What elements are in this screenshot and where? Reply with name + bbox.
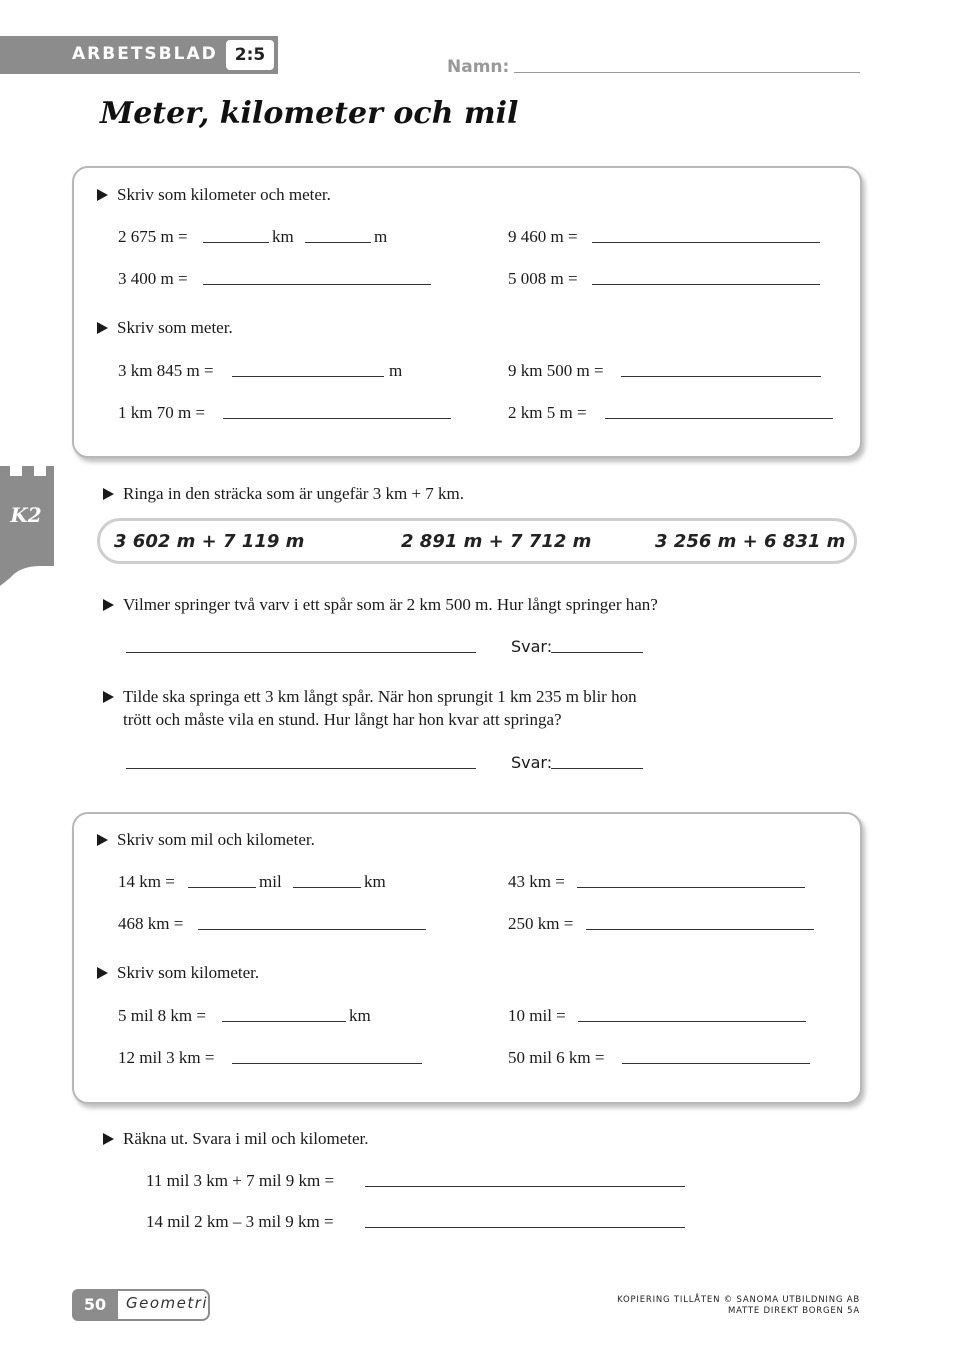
answer-line[interactable] <box>365 1186 685 1187</box>
arrow-icon <box>103 488 114 500</box>
answer-line[interactable] <box>203 242 269 243</box>
exercise-prompt: 11 mil 3 km + 7 mil 9 km = <box>146 1171 335 1190</box>
calculation-line[interactable] <box>126 652 476 653</box>
exercise-prompt: 43 km = <box>508 872 565 891</box>
copyright-line: KOPIERING TILLÅTEN © SANOMA UTBILDNING AB <box>617 1295 860 1305</box>
instruction: Vilmer springer två varv i ett spår som är 2 km 500 m. Hur långt springer han? <box>103 595 658 615</box>
exercise-prompt: 2 km 5 m = <box>508 403 587 422</box>
option-1[interactable]: 3 602 m + 7 119 m <box>114 531 305 552</box>
arrow-icon <box>103 599 114 611</box>
arrow-icon <box>97 189 108 201</box>
exercise-prompt: 9 km 500 m = <box>508 361 604 380</box>
castle-tab-icon <box>0 466 54 586</box>
exercise-prompt: 5 008 m = <box>508 269 578 288</box>
exercise-prompt: 250 km = <box>508 914 574 933</box>
answer-line[interactable] <box>551 652 643 653</box>
answer-line[interactable] <box>198 929 426 930</box>
side-tab-label: K2 <box>10 503 42 527</box>
page-number: 50 <box>72 1289 118 1321</box>
answer-line[interactable] <box>203 284 431 285</box>
exercise-prompt: 14 km = <box>118 872 175 891</box>
instruction: Skriv som kilometer. <box>97 963 259 983</box>
name-line[interactable] <box>514 72 860 73</box>
arrow-icon <box>97 967 108 979</box>
answer-line[interactable] <box>365 1227 685 1228</box>
exercise-prompt: 14 mil 2 km – 3 mil 9 km = <box>146 1212 334 1231</box>
instruction: Skriv som kilometer och meter. <box>97 185 331 205</box>
name-label: Namn: <box>447 57 510 77</box>
answer-line[interactable] <box>232 376 384 377</box>
exercise-prompt: 50 mil 6 km = <box>508 1048 605 1067</box>
answer-line[interactable] <box>621 376 821 377</box>
answer-line[interactable] <box>592 242 820 243</box>
exercise-prompt: 1 km 70 m = <box>118 403 206 422</box>
option-3[interactable]: 3 256 m + 6 831 m <box>655 531 846 552</box>
exercise-prompt: 2 675 m = <box>118 227 188 246</box>
instruction: Skriv som mil och kilometer. <box>97 830 315 850</box>
worksheet-number: 2:5 <box>224 38 276 72</box>
page-title: Meter, kilometer och mil <box>100 96 519 131</box>
exercise-prompt: 3 km 845 m = <box>118 361 214 380</box>
answer-line[interactable] <box>551 768 643 769</box>
unit-label: km <box>364 872 386 891</box>
exercise-prompt: 9 460 m = <box>508 227 578 246</box>
answer-line[interactable] <box>577 887 805 888</box>
exercise-prompt: 10 mil = <box>508 1006 566 1025</box>
unit-label: m <box>389 361 403 380</box>
exercise-prompt: 3 400 m = <box>118 269 188 288</box>
instruction-continued: trött och måste vila en stund. Hur långt har hon kvar att springa? <box>123 710 562 729</box>
book-title: MATTE DIREKT BORGEN 5A <box>727 1306 860 1316</box>
unit-label: mil <box>259 872 282 891</box>
calculation-line[interactable] <box>126 768 476 769</box>
arrow-icon <box>97 834 108 846</box>
instruction: Ringa in den sträcka som är ungefär 3 km + 7 km. <box>103 484 464 504</box>
answer-line[interactable] <box>222 1021 346 1022</box>
arrow-icon <box>97 322 108 334</box>
answer-line[interactable] <box>305 242 371 243</box>
answer-line[interactable] <box>578 1021 806 1022</box>
instruction: Tilde ska springa ett 3 km långt spår. När hon sprungit 1 km 235 m blir hon <box>103 687 637 707</box>
answer-line[interactable] <box>223 418 451 419</box>
section-name: Geometri <box>126 1294 209 1312</box>
answer-label: Svar: <box>511 753 553 772</box>
instruction: Skriv som meter. <box>97 318 233 338</box>
exercise-prompt: 5 mil 8 km = <box>118 1006 206 1025</box>
unit-label: km <box>272 227 294 246</box>
option-2[interactable]: 2 891 m + 7 712 m <box>401 531 592 552</box>
instruction: Räkna ut. Svara i mil och kilometer. <box>103 1129 369 1149</box>
arrow-icon <box>103 1133 114 1145</box>
answer-line[interactable] <box>232 1063 422 1064</box>
unit-label: m <box>374 227 388 246</box>
answer-line[interactable] <box>592 284 820 285</box>
unit-label: km <box>349 1006 371 1025</box>
arrow-icon <box>103 691 114 703</box>
exercise-prompt: 12 mil 3 km = <box>118 1048 215 1067</box>
answer-line[interactable] <box>188 887 256 888</box>
answer-line[interactable] <box>293 887 361 888</box>
answer-line[interactable] <box>622 1063 810 1064</box>
answer-label: Svar: <box>511 637 553 656</box>
exercise-prompt: 468 km = <box>118 914 184 933</box>
answer-line[interactable] <box>605 418 833 419</box>
worksheet-label: ARBETSBLAD <box>72 44 218 64</box>
answer-line[interactable] <box>586 929 814 930</box>
